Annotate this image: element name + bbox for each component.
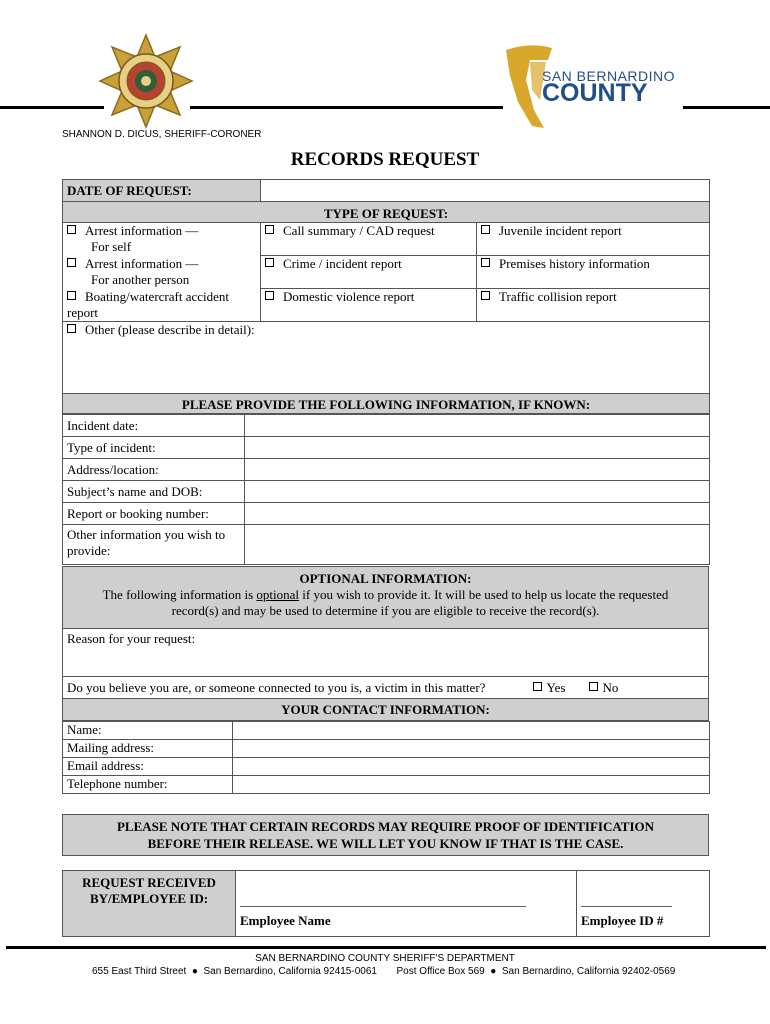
- type-option-other[interactable]: [63, 322, 710, 394]
- sheriff-badge-logo: [98, 33, 194, 129]
- checkbox-icon[interactable]: [589, 682, 598, 691]
- sheriff-name: SHANNON D. DICUS, SHERIFF-CORONER: [62, 129, 262, 140]
- known-field-label: [63, 437, 245, 459]
- type-label: Boating/watercraft accident: [85, 288, 230, 304]
- known-field-label: [63, 503, 245, 525]
- known-field-input[interactable]: [245, 437, 710, 459]
- telephone-label: Telephone number:: [67, 776, 168, 791]
- type-option-domestic[interactable]: [261, 289, 477, 322]
- type-label-2: For self: [91, 239, 132, 254]
- contact-input[interactable]: [233, 758, 710, 776]
- bullet-icon: ●: [487, 966, 500, 977]
- type-option-crime[interactable]: [261, 256, 477, 289]
- subject-label: Subject’s name and DOB:: [67, 484, 203, 499]
- checkbox-icon[interactable]: [481, 291, 490, 300]
- footer-addr-pobox: Post Office Box 569: [396, 966, 485, 977]
- employee-name-label: Employee Name: [240, 913, 331, 928]
- header-rule-center: [190, 106, 503, 109]
- victim-row: [63, 677, 709, 699]
- received-label-2: BY/EMPLOYEE ID:: [89, 891, 209, 906]
- type-option-premises[interactable]: [477, 256, 710, 289]
- type-label-2: For another person: [91, 271, 190, 287]
- type-label: Arrest information —: [85, 223, 199, 238]
- county-logo-line2: COUNTY: [542, 79, 648, 107]
- optional-word: optional: [256, 587, 300, 602]
- email-label: Email address:: [67, 758, 144, 773]
- footer-addr-street: 655 East Third Street: [92, 966, 187, 977]
- optional-header-text: OPTIONAL INFORMATION:: [299, 571, 472, 586]
- footer-address: [92, 966, 675, 977]
- type-label: Juvenile incident report: [499, 223, 622, 238]
- name-label: Name:: [67, 722, 102, 737]
- known-field-input[interactable]: [245, 481, 710, 503]
- known-field-input[interactable]: [245, 503, 710, 525]
- contact-label: [63, 776, 233, 794]
- employee-id-label: Employee ID #: [581, 913, 664, 928]
- type-option-juvenile[interactable]: [477, 223, 710, 256]
- note-line-2: BEFORE THEIR RELEASE. WE WILL LET YOU KNOW IF THAT IS THE CASE.: [147, 836, 624, 851]
- employee-name-line: ____________________________________________: [240, 893, 526, 908]
- contact-label: [63, 740, 233, 758]
- type-header: [63, 202, 710, 223]
- checkbox-icon[interactable]: [481, 258, 490, 267]
- known-field-input[interactable]: [245, 525, 710, 565]
- known-field-label: [63, 525, 245, 565]
- checkbox-icon[interactable]: [533, 682, 542, 691]
- optional-table: [62, 566, 709, 721]
- no-label: No: [602, 680, 619, 695]
- known-field-input[interactable]: [245, 415, 710, 437]
- date-input-cell[interactable]: [261, 180, 710, 202]
- type-option-cad[interactable]: [261, 223, 477, 256]
- optional-text-post: if you wish to provide it. It will be used to help us locate the requested record(s) and may be used to determine if you are eligible to receive the record(s).: [171, 587, 669, 618]
- checkbox-icon[interactable]: [67, 324, 76, 333]
- known-field-input[interactable]: [245, 459, 710, 481]
- known-field-label: [63, 415, 245, 437]
- type-label: Crime / incident report: [283, 256, 402, 271]
- contact-input[interactable]: [233, 722, 710, 740]
- type-label: Arrest information —: [85, 255, 199, 271]
- other-label: Other (please describe in detail):: [85, 322, 255, 337]
- date-label: DATE OF REQUEST:: [67, 183, 192, 198]
- header-rule-right: [683, 106, 770, 109]
- request-form-table: [62, 179, 710, 414]
- type-label: Premises history information: [499, 256, 650, 271]
- footer-addr-city-2: San Bernardino, California 92402-0569: [501, 966, 676, 977]
- incident-type-label: Type of incident:: [67, 440, 156, 455]
- known-field-label: [63, 481, 245, 503]
- contact-header-text: YOUR CONTACT INFORMATION:: [281, 702, 490, 717]
- known-fields-table: [62, 414, 710, 565]
- victim-question: Do you believe you are, or someone connected to you is, a victim in this matter?: [67, 680, 486, 695]
- checkbox-icon[interactable]: [67, 225, 76, 234]
- known-field-label: [63, 459, 245, 481]
- contact-header: [63, 699, 709, 721]
- bullet-icon: ●: [189, 966, 201, 977]
- victim-no-option[interactable]: [589, 680, 619, 696]
- other-info-label: Other information you wish to provide:: [67, 527, 226, 558]
- type-label-2: report: [67, 304, 99, 320]
- county-logo-line1: SAN BERNARDINO: [542, 68, 676, 84]
- footer-addr-city: San Bernardino, California 92415-0061: [203, 966, 377, 977]
- type-option-arrest-other[interactable]: [63, 256, 261, 289]
- type-option-boating[interactable]: [63, 289, 261, 322]
- contact-table: [62, 721, 710, 794]
- footer-dept: SAN BERNARDINO COUNTY SHERIFF'S DEPARTMENT: [255, 953, 515, 964]
- form-title: RECORDS REQUEST: [290, 149, 480, 170]
- address-label: Address/location:: [67, 462, 159, 477]
- id-note-box: [62, 814, 709, 856]
- received-label-cell: [63, 871, 236, 937]
- checkbox-icon[interactable]: [67, 258, 76, 267]
- type-label: Traffic collision report: [499, 289, 617, 304]
- reason-field[interactable]: [63, 629, 709, 677]
- received-label-1: REQUEST RECEIVED: [82, 875, 216, 890]
- employee-id-field[interactable]: [577, 871, 710, 937]
- date-label-cell: [63, 180, 261, 202]
- type-label: Call summary / CAD request: [283, 223, 435, 238]
- employee-name-field[interactable]: [236, 871, 577, 937]
- victim-yes-option[interactable]: [533, 680, 566, 696]
- optional-header: [63, 567, 709, 629]
- employee-id-line: ______________: [581, 893, 672, 908]
- yes-label: Yes: [546, 680, 566, 695]
- contact-label: [63, 758, 233, 776]
- reason-label: Reason for your request:: [67, 631, 196, 646]
- type-header-text: TYPE OF REQUEST:: [323, 206, 449, 221]
- contact-input[interactable]: [233, 740, 710, 758]
- checkbox-icon[interactable]: [265, 225, 274, 234]
- checkbox-icon[interactable]: [265, 258, 274, 267]
- mailing-label: Mailing address:: [67, 740, 155, 755]
- report-number-label: Report or booking number:: [67, 506, 209, 521]
- optional-text-pre: The following information is: [102, 587, 257, 602]
- type-option-traffic[interactable]: [477, 289, 710, 322]
- known-header: [63, 394, 710, 414]
- note-line-1: PLEASE NOTE THAT CERTAIN RECORDS MAY REQUIRE PROOF OF IDENTIFICATION: [116, 819, 655, 834]
- type-option-arrest-self[interactable]: [63, 223, 261, 256]
- header-rule-left: [0, 106, 104, 109]
- checkbox-icon[interactable]: [481, 225, 490, 234]
- footer-rule: [6, 946, 766, 949]
- contact-input[interactable]: [233, 776, 710, 794]
- type-label: Domestic violence report: [283, 289, 415, 304]
- received-table: [62, 870, 710, 937]
- contact-label: [63, 722, 233, 740]
- checkbox-icon[interactable]: [67, 291, 76, 300]
- incident-date-label: Incident date:: [67, 418, 139, 433]
- known-header-text: PLEASE PROVIDE THE FOLLOWING INFORMATION, IF KNOWN:: [181, 397, 591, 412]
- checkbox-icon[interactable]: [265, 291, 274, 300]
